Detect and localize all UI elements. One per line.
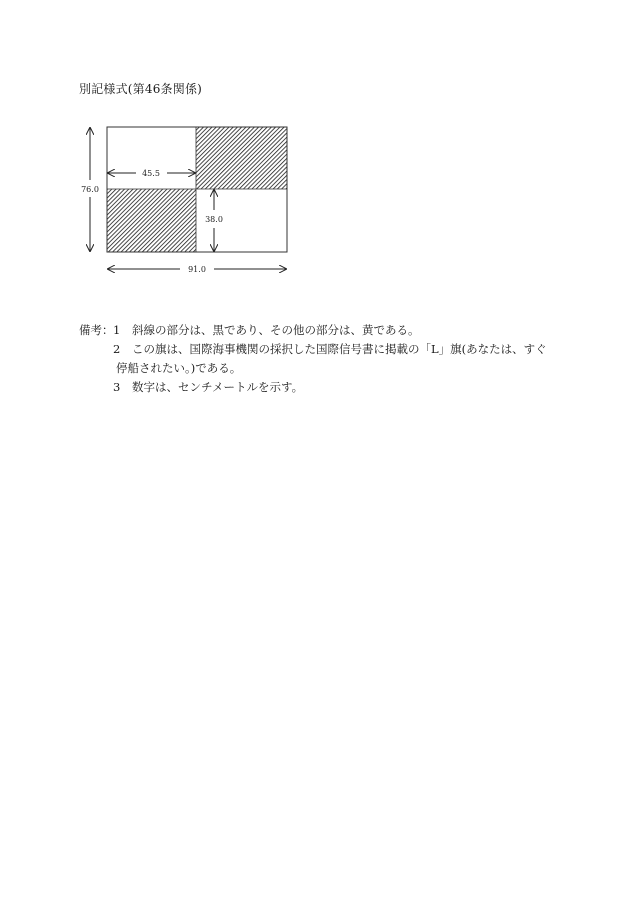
remark-number: 2: [113, 342, 121, 356]
remark-number: 1: [113, 323, 121, 337]
height-dimension-label: 76.0: [81, 185, 99, 194]
remark-text-continuation: 停船されたい。)である。: [116, 361, 242, 375]
remark-text: この旗は、国際海事機関の採択した国際信号書に掲載の「L」旗(あなたは、すぐ: [132, 342, 547, 356]
remarks-section: [79, 321, 579, 397]
flag-quadrant-top-left: [107, 127, 196, 189]
width-dimension-label: 91.0: [188, 265, 206, 274]
remark-text: 数字は、センチメートルを示す。: [132, 380, 304, 394]
flag-quadrant-bottom-left-hatched: [107, 189, 196, 252]
remark-number: 3: [113, 380, 121, 394]
page-heading: 別記様式(第46条関係): [79, 82, 203, 96]
remark-item: [79, 378, 579, 397]
remark-item: [79, 321, 579, 340]
remark-text: 斜線の部分は、黒であり、その他の部分は、黄である。: [132, 323, 420, 337]
half-width-dimension-label: 45.5: [142, 169, 160, 178]
flag-diagram-svg: [72, 118, 304, 286]
half-height-dimension-label: 38.0: [205, 215, 223, 224]
remark-item: [79, 340, 579, 378]
remarks-label: 備考：: [79, 323, 114, 337]
flag-quadrant-top-right-hatched: [196, 127, 287, 189]
flag-diagram: [72, 118, 304, 286]
